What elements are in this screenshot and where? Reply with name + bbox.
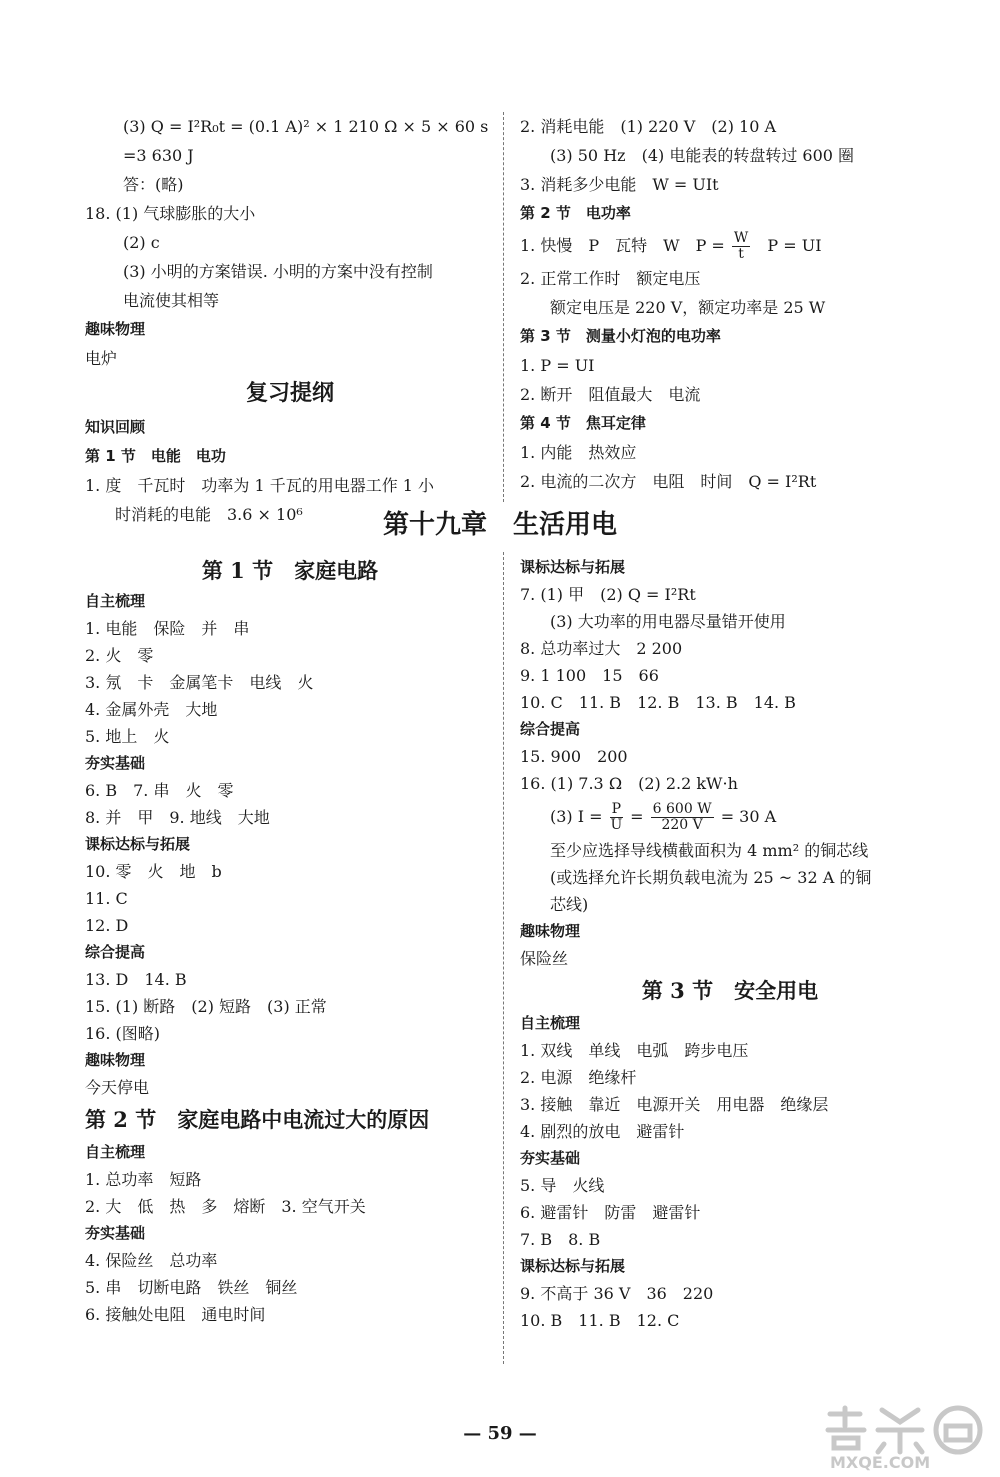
section-heading: 课标达标与拓展 [520,558,626,576]
subsection-heading: 第 2 节 电功率 [520,204,631,222]
answer-line: 7. (1) 甲 (2) Q = I²Rt [520,585,696,604]
section-title: 第 3 节 安全用电 [641,978,819,1003]
answer-line: 时消耗的电能 3.6 × 10⁶ [115,505,303,524]
answer-line: 电流使其相等 [123,291,220,310]
answer-line: 9. 不高于 36 V 36 220 [520,1284,714,1303]
answer-line: 15. 900 200 [520,747,628,766]
answer-line: (3) 小明的方案错误. 小明的方案中没有控制 [123,262,433,281]
subsection-heading: 第 1 节 电能 电功 [85,447,226,465]
section-heading: 夯实基础 [520,1149,581,1167]
current-fraction [651,802,714,833]
answer-line: (3) 50 Hz (4) 电能表的转盘转过 600 圈 [550,146,855,165]
section-heading: 自主梳理 [85,1143,146,1161]
answer-line: 5. 地上 火 [85,727,170,746]
page-number: — 59 — [463,1423,537,1444]
answer-text: P = UI [767,236,822,255]
current-fraction [610,802,623,833]
watermark-logo-icon [820,1400,990,1472]
power-fraction [732,231,750,262]
answer-line: 至少应选择导线横截面积为 4 mm² 的铜芯线 [550,841,869,860]
answer-line: 6. 避雷针 防雷 避雷针 [520,1203,701,1222]
formula-text: (3) I = [550,807,603,826]
answer-line: 6. B 7. 串 火 零 [85,781,234,800]
fraction-numerator: 6 600 W [652,801,712,817]
chapter-title: 第十九章 生活用电 [382,510,617,540]
current-formula-line [520,797,940,837]
answer-line: 11. C [85,889,128,908]
answer-line: 8. 总功率过大 2 200 [520,639,683,658]
section-heading: 课标达标与拓展 [85,835,191,853]
answer-line: 13. D 14. B [85,970,187,989]
watermark-logo [820,1400,990,1472]
svg-text:MXQE.COM: MXQE.COM [830,1453,931,1472]
answer-line: 1. 内能 热效应 [520,443,637,462]
top-left-column [85,112,495,529]
answer-line: (3) Q = I²R₀t = (0.1 A)² × 1 210 Ω × 5 × 60 s [123,117,489,136]
section-title: 第 2 节 家庭电路中电流过大的原因 [85,1107,430,1132]
section-heading: 自主梳理 [520,1014,581,1032]
answer-line: 2. 断开 阻值最大 电流 [520,385,701,404]
answer-line: 15. (1) 断路 (2) 短路 (3) 正常 [85,997,327,1016]
review-outline-title: 复习提纲 [245,380,334,406]
answer-line: 芯线) [550,895,589,914]
answer-line: 8. 并 甲 9. 地线 大地 [85,808,270,827]
answer-line: (或选择允许长期负载电流为 25 ~ 32 A 的铜 [550,868,872,887]
answer-line [520,228,940,264]
answer-line: 3. 消耗多少电能 W = UIt [520,175,719,194]
answer-line: 1. 总功率 短路 [85,1170,202,1189]
section-heading: 夯实基础 [85,1224,146,1242]
answer-line: 18. (1) 气球膨胀的大小 [85,204,256,223]
fraction-numerator: P [611,801,622,817]
answer-line: 1. 度 千瓦时 功率为 1 千瓦的用电器工作 1 小 [85,476,435,495]
answer-line: 10. B 11. B 12. C [520,1311,680,1330]
answer-line: 9. 1 100 15 66 [520,666,659,685]
answer-line: 1. 双线 单线 电弧 跨步电压 [520,1041,749,1060]
answer-line: (3) 大功率的用电器尽量错开使用 [550,612,786,631]
left-column [85,554,495,1328]
answer-line: 答：(略) [123,175,184,194]
answer-line: 7. B 8. B [520,1230,601,1249]
section-heading: 自主梳理 [85,592,146,610]
answer-line: 2. 电源 绝缘杆 [520,1068,637,1087]
answer-line: 2. 正常工作时 额定电压 [520,269,701,288]
answer-line: 今天停电 [85,1078,150,1097]
answer-line: 保险丝 [520,949,569,968]
column-divider [503,552,504,1364]
section-heading: 趣味物理 [85,1051,146,1069]
answer-line: 1. 电能 保险 并 串 [85,619,250,638]
answer-line: 6. 接触处电阻 通电时间 [85,1305,266,1324]
section-title: 第 1 节 家庭电路 [201,558,379,583]
section-heading: 夯实基础 [85,754,146,772]
answer-line: 10. 零 火 地 b [85,862,222,881]
top-right-column [520,112,940,496]
answer-line: 5. 导 火线 [520,1176,605,1195]
subsection-heading: 第 3 节 测量小灯泡的电功率 [520,327,721,345]
fraction-denominator: t [738,246,744,262]
section-heading: 知识回顾 [85,418,146,436]
answer-line: 1. P = UI [520,356,595,375]
answer-line: 12. D [85,916,129,935]
answer-line: 2. 大 低 热 多 熔断 3. 空气开关 [85,1197,366,1216]
answer-line: 16. (1) 7.3 Ω (2) 2.2 kW·h [520,774,738,793]
fraction-numerator: W [733,230,749,246]
answer-line: 3. 氖 卡 金属笔卡 电线 火 [85,673,314,692]
section-heading: 综合提高 [85,943,146,961]
answer-line: 2. 电流的二次方 电阻 时间 Q = I²Rt [520,472,817,491]
answer-line: 2. 消耗电能 (1) 220 V (2) 10 A [520,117,777,136]
column-divider [503,112,504,502]
formula-text: = 30 A [720,807,777,826]
answer-line: 3. 接触 靠近 电源开关 用电器 绝缘层 [520,1095,829,1114]
answer-line: 4. 金属外壳 大地 [85,700,218,719]
answer-line: 额定电压是 220 V，额定功率是 25 W [550,298,826,317]
fraction-denominator: U [610,817,623,833]
subsection-heading: 第 4 节 焦耳定律 [520,414,646,432]
answer-line: 4. 剧烈的放电 避雷针 [520,1122,685,1141]
answer-line: (2) c [123,233,160,252]
answer-line: 2. 火 零 [85,646,154,665]
section-heading: 综合提高 [520,720,581,738]
section-heading: 课标达标与拓展 [520,1257,626,1275]
answer-line: 4. 保险丝 总功率 [85,1251,218,1270]
answer-line: 电炉 [85,349,118,368]
formula-text: = [630,807,644,826]
fraction-denominator: 220 V [661,817,703,833]
answer-line: =3 630 J [123,146,194,165]
answer-text: 1. 快慢 P 瓦特 W P = [520,236,725,255]
section-heading: 趣味物理 [85,320,146,338]
answer-line: 16. (图略) [85,1024,161,1043]
answer-line: 10. C 11. B 12. B 13. B 14. B [520,693,796,712]
answer-line: 5. 串 切断电路 铁丝 铜丝 [85,1278,298,1297]
section-heading: 趣味物理 [520,922,581,940]
right-column [520,554,940,1334]
